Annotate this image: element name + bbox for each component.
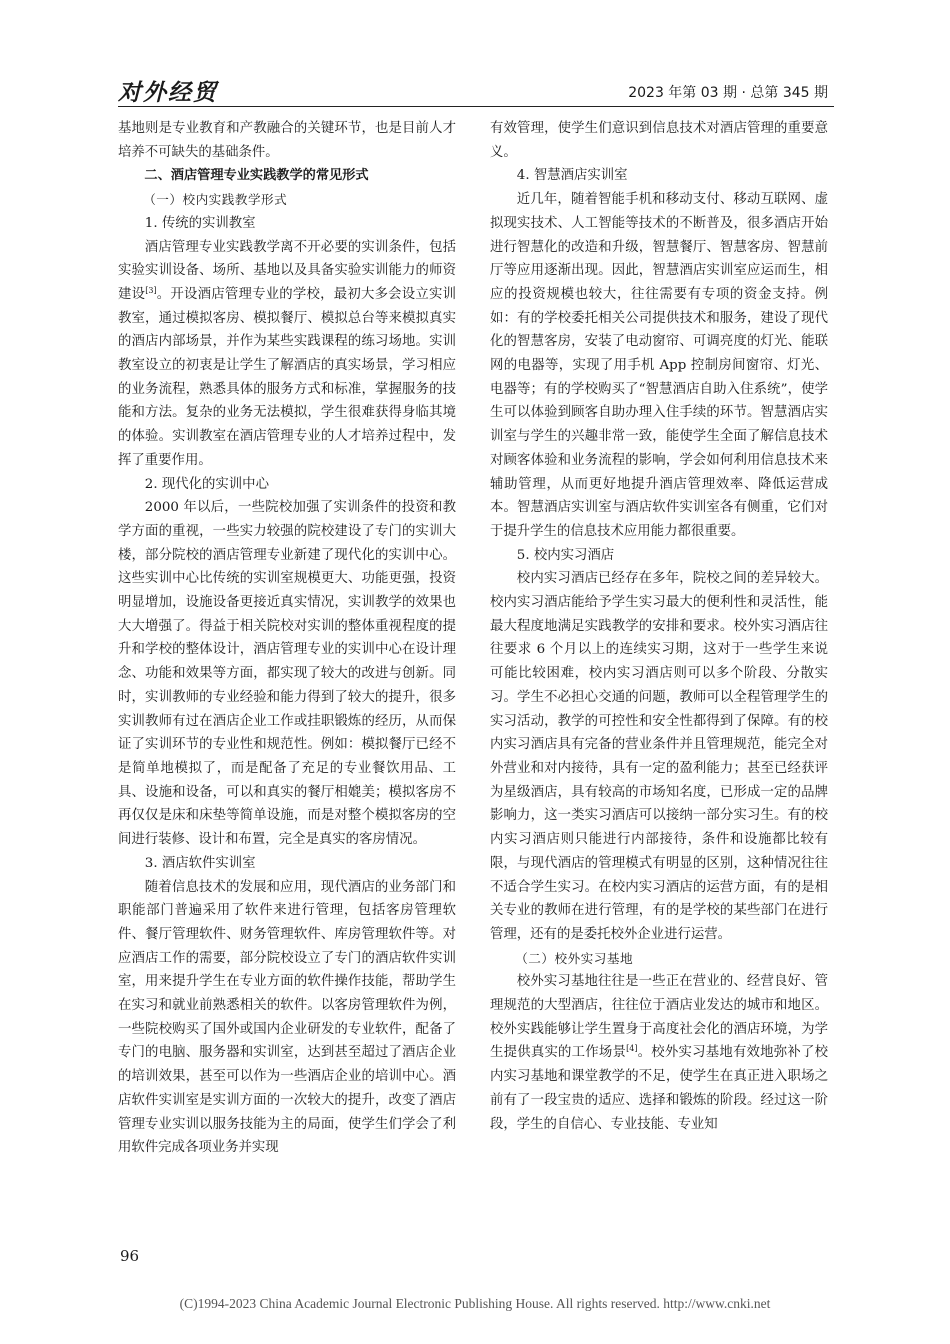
item-heading: 2. 现代化的实训中心: [144, 476, 269, 492]
issue-info: 2023 年第 03 期 · 总第 345 期: [628, 85, 828, 101]
item-heading: 1. 传统的实训教室: [144, 215, 256, 231]
paragraph-text: 。校外实习基地有效地弥补了校内实习基地和课堂教学的不足，使学生在真正进入职场之前有了一段宝贵的适应、选择和锻炼的阶段。经过这一阶段，学生的自信心、专业技能、专业知: [490, 1045, 829, 1132]
paragraph-text: 酒店管理专业实践教学离不开必要的实训条件，包括实验实训设备、场所、基地以及具备实验实训能力的师资建设: [118, 239, 456, 302]
item-heading: 3. 酒店软件实训室: [144, 855, 256, 871]
item-heading: 5. 校内实习酒店: [516, 547, 615, 563]
left-column: [118, 117, 456, 1160]
item-heading: 4. 智慧酒店实训室: [516, 168, 628, 184]
citation-ref[interactable]: [3]: [145, 285, 157, 295]
paragraph: [490, 970, 828, 1136]
subsection-heading: （二）校外实习基地: [515, 950, 634, 966]
paragraph: 随着信息技术的发展和应用，现代酒店的业务部门和职能部门普遍采用了软件来进行管理，包括客房管理软件、餐厅管理软件、财务管理软件、库房管理软件等。对应酒店工作的需要，部分院校设立了专门的酒店软件实训室，用来提升学生在专业方面的软件操作技能，帮助学生在实习和就业前熟悉相关的软件。以客房管理软件为例，一些院校购买了国外或国内企业研发的专业软件，配备了专门的电脑、服务器和实训室，达到甚至超过了酒店企业的培训效果，甚至可以作为一些酒店企业的培训中心。酒店软件实训室是实训方面的一次较大的提升，改变了酒店管理专业实训以服务技能为主的局面，使学生们学会了利用软件完成各项业务并实现: [118, 879, 456, 1156]
paragraph: 有效管理，使学生们意识到信息技术对酒店管理的重要意义。: [490, 121, 828, 160]
section-heading: 二、酒店管理专业实践教学的常见形式: [144, 168, 369, 184]
paragraph-text: 校外实习基地往往是一些正在营业的、经营良好、管理规范的大型酒店，往往位于酒店业发达的城市和地区。校外实践能够让学生置身于高度社会化的酒店环境，为学生提供真实的工作场景: [490, 974, 828, 1061]
paragraph: 基地则是专业教育和产教融合的关键环节，也是目前人才培养不可缺失的基础条件。: [118, 121, 456, 160]
citation-ref[interactable]: [4]: [626, 1044, 638, 1054]
paragraph: 校内实习酒店已经存在多年，院校之间的差异较大。校内实习酒店能给予学生实习最大的便利性和灵活性，能最大程度地满足实践教学的安排和要求。校外实习酒店往往要求 6 个月以上的连续实习期，这对于一些学生来说可能比较困难，校内实习酒店则可以多个阶段、分散实习。学生不必担心交通的问题，教师可以全程管理学生的实习活动，教学的可控性和安全性都得到了保障。有的校内实习酒店具有完备的营业条件并且管理规范，能完全对外营业和对内接待，具有一定的盈利能力；甚至已经获评为星级酒店，具有较高的市场知名度，已形成一定的品牌影响力，这一类实习酒店可以接纳一部分实习生。有的校内实习酒店则只能进行内部接待，条件和设施都比较有限，与现代酒店的管理模式有明显的区别，这种情况往往不适合学生实习。在校内实习酒店的运营方面，有的是相关专业的教师在进行管理，有的是学校的某些部门在进行管理，还有的是委托校外企业进行运营。: [490, 571, 828, 942]
right-column: [490, 117, 828, 1136]
copyright-footer: (C)1994-2023 China Academic Journal Electronic Publishing House. All rights reserved. http://www.cnki.net: [179, 1296, 771, 1311]
journal-logo: 对外经贸: [118, 80, 218, 106]
page-number: 96: [120, 1247, 140, 1265]
page-header: [118, 72, 834, 107]
paragraph-text: 。开设酒店管理专业的学校，最初大多会设立实训教室，通过模拟客房、模拟餐厅、模拟总台等来模拟真实的酒店内部场景，并作为某些实践课程的练习场地。实训教室设立的初衷是让学生了解酒店的真实场景，学习相应的业务流程，熟悉具体的服务方式和标准，掌握服务的技能和方法。复杂的业务无法模拟，学生很难获得身临其境的体验。实训教室在酒店管理专业的人才培养过程中，发挥了重要作用。: [118, 286, 457, 468]
paragraph: 近几年，随着智能手机和移动支付、移动互联网、虚拟现实技术、人工智能等技术的不断普及，很多酒店开始进行智慧化的改造和升级，智慧餐厅、智慧客房、智慧前厅等应用逐渐出现。因此，智慧酒店实训室应运而生，相应的投资规模也较大，往往需要有专项的资金支持。例如：有的学校委托相关公司提供技术和服务，建设了现代化的智慧客房，安装了电动窗帘、可调亮度的灯光、能联网的电器等，实现了用手机 App 控制房间窗帘、灯光、电器等；有的学校购买了“智慧酒店自助入住系统”，使学生可以体验到顾客自助办理入住手续的环节。智慧酒店实训室与学生的兴趣非常一致，能使学生全面了解信息技术对顾客体验和业务流程的影响，学会如何利用信息技术来辅助管理，从而更好地提升酒店管理效率、降低运营成本。智慧酒店实训室与酒店软件实训室各有侧重，它们对于提升学生的信息技术应用能力都很重要。: [490, 192, 828, 539]
subsection-heading: （一）校内实践教学形式: [143, 192, 288, 208]
paragraph: [118, 236, 456, 473]
paragraph: 2000 年以后，一些院校加强了实训条件的投资和教学方面的重视，一些实力较强的院校建设了专门的实训大楼，部分院校的酒店管理专业新建了现代化的实训中心。这些实训中心比传统的实训室规模更大、功能更强，投资明显增加，设施设备更接近真实情况，实训教学的效果也大大增强了。得益于相关院校对实训的整体重视程度的提升和学校的整体设计，酒店管理专业的实训中心在设计理念、功能和效果等方面，都实现了较大的改进与创新。同时，实训教师的专业经验和能力得到了较大的提升，很多实训教师有过在酒店企业工作或挂职锻炼的经历，从而保证了实训环节的专业性和规范性。例如：模拟餐厅已经不是简单地模拟了，而是配备了充足的专业餐饮用品、工具、设施和设备，可以和真实的餐厅相媲美；模拟客房不再仅仅是床和床垫等简单设施，而是对整个模拟客房的空间进行装修、设计和布置，完全是真实的客房情况。: [118, 500, 456, 848]
